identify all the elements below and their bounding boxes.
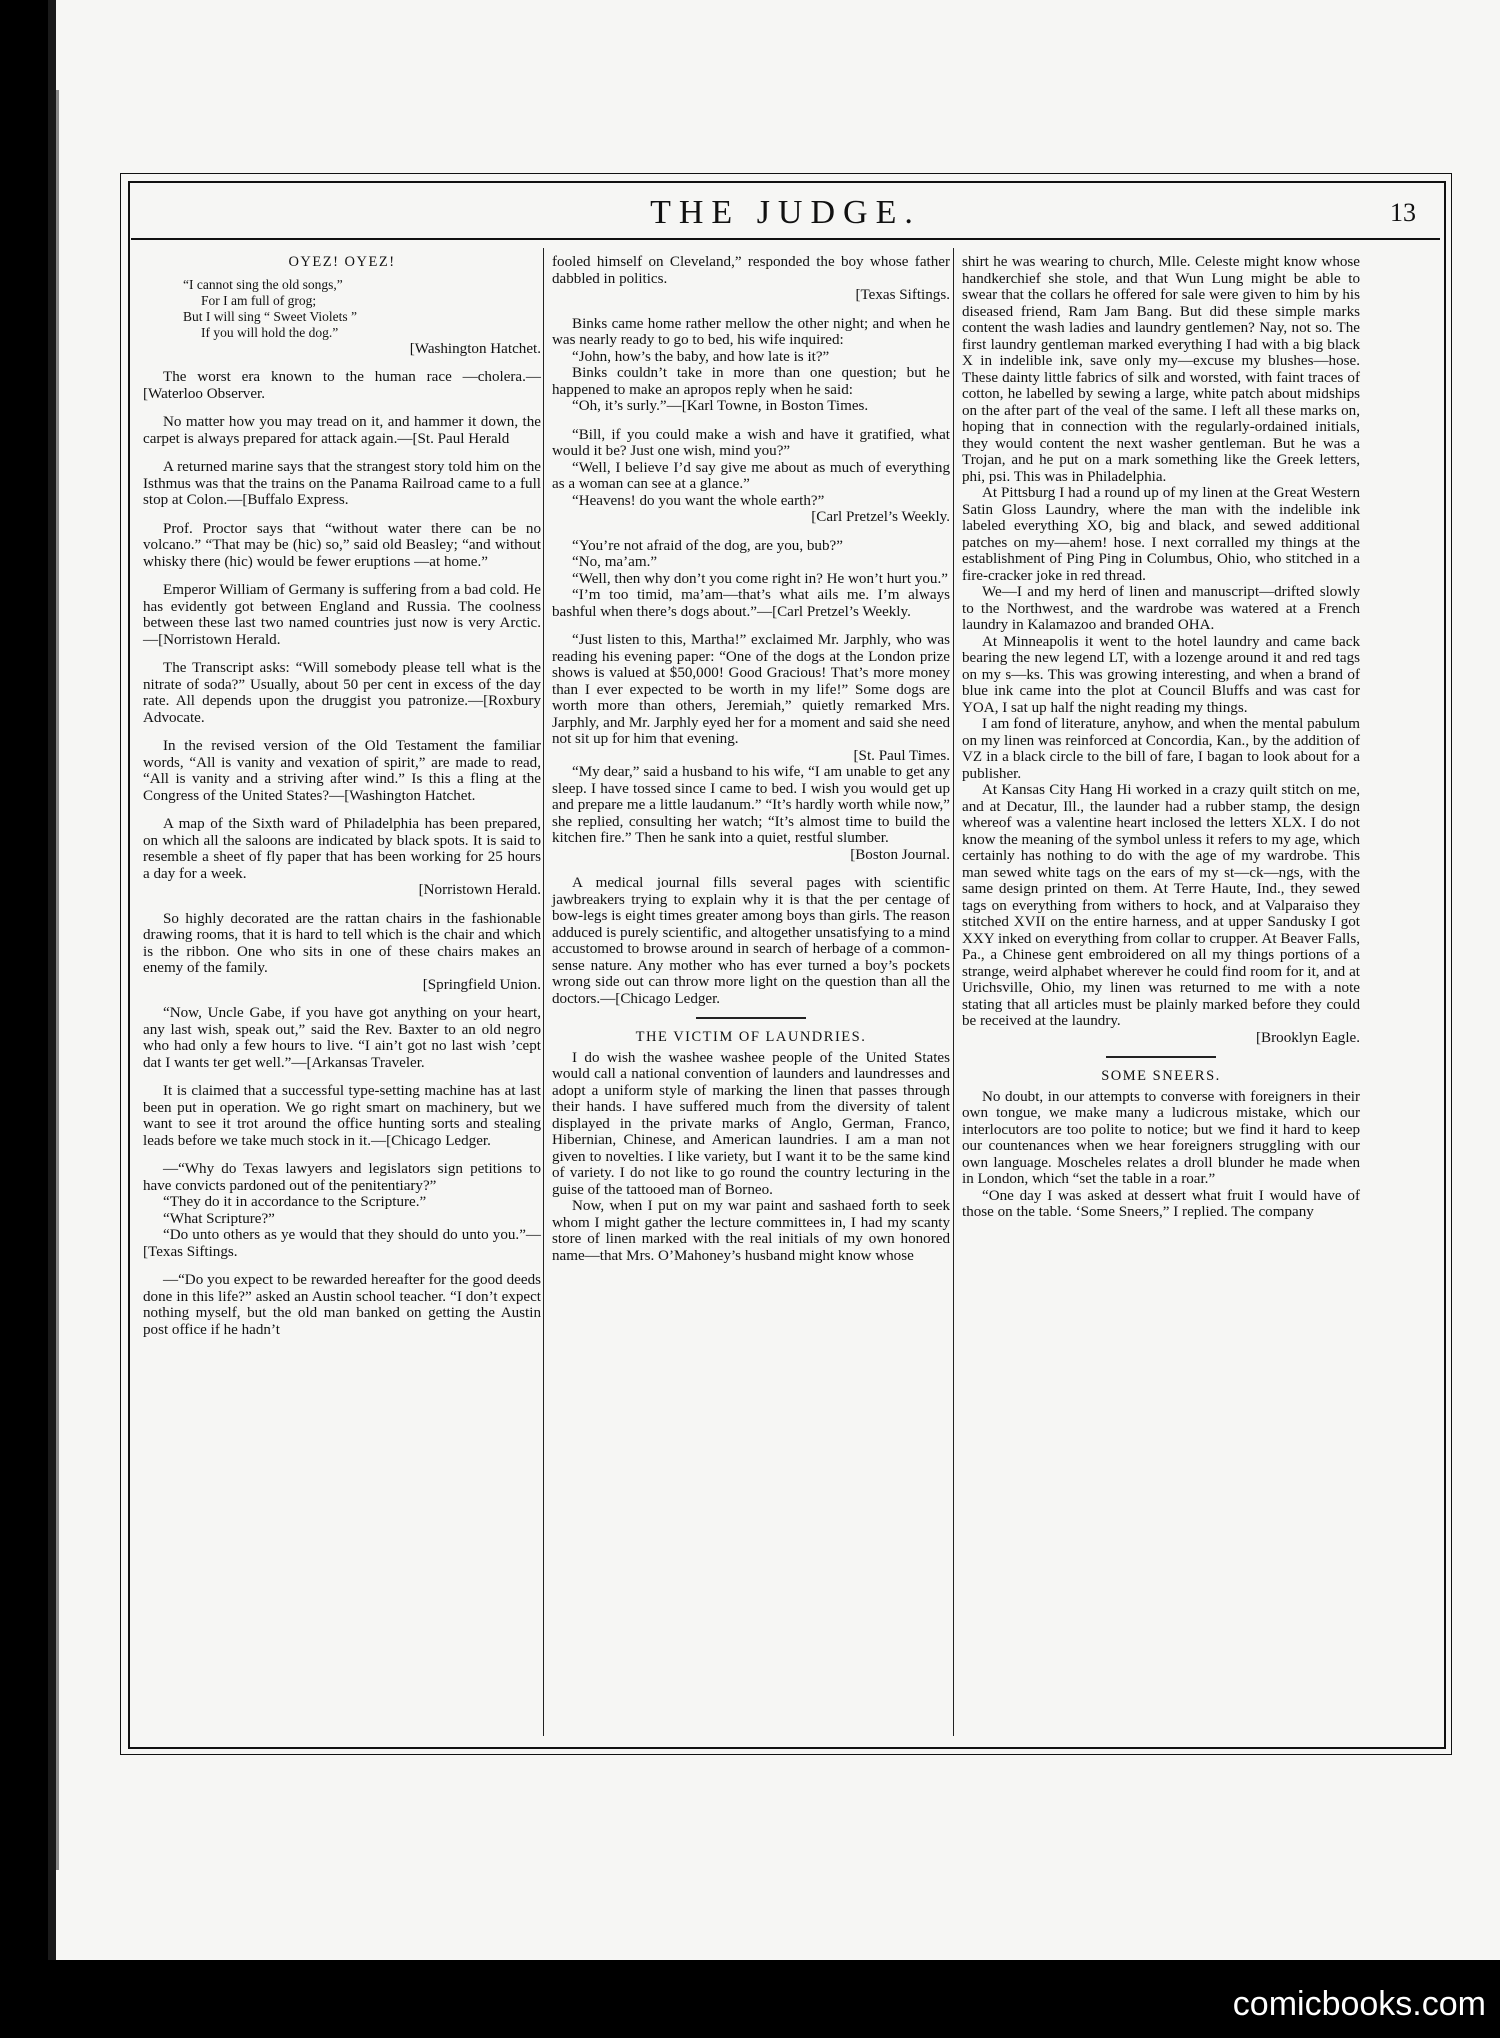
paragraph: Now, when I put on my war paint and sashaed forth to seek whom I might gather the lecture committees in, I had my scanty store of linen marked with the real initials of my own honored name—that Mrs. O’Mahoney’s husband might know whose [552,1198,950,1264]
paragraph: Binks came home rather mellow the other night; and when he was nearly ready to go to bed, his wife inquired: [552,315,950,348]
spacer [552,415,950,427]
page-number: 13 [1390,198,1416,227]
verse-line: If you will hold the dog.” [201,324,339,340]
paragraph: No matter how you may tread on it, and hammer it down, the carpet is always prepared for attack again.—[St. Paul Herald [143,414,541,447]
paragraph: “My dear,” said a husband to his wife, “I am unable to get any sleep. I have tossed since I came to bed. I wish you would get up and prepare me a little laudanum.” “It’s hardly worth while now,” she replied, consulting her watch; “It’s almost time to build the kitchen fire.” Then he sank into a quiet, restful slumber. [552,764,950,846]
spacer [143,804,541,816]
source-credit: [Washington Hatchet. [409,340,541,357]
article-column-3 [962,254,1360,1221]
verse-line: “I cannot sing the old songs,” [183,276,343,292]
spacer [143,993,541,1005]
section-divider [696,1017,806,1019]
paragraph: In the revised version of the Old Testament the familiar words, “All is vanity and vexation of spirit,” are made to read, “All is vanity and a striving after wind.” Is this a fling at the Congress of the United States?—[Washington Hatchet. [143,738,541,804]
spacer [552,304,950,316]
paragraph: It is claimed that a successful type-setting machine has at last been put in operation. We go right smart on machinery, but we want to see it trot around the office hunting sorts and stealing leads before we take much stock in it.—[Chicago Ledger. [143,1083,541,1149]
paragraph: “Oh, it’s surly.”—[Karl Towne, in Boston Times. [572,398,869,414]
source-credit: [Springfield Union. [422,976,541,993]
paragraph: “They do it in accordance to the Scripture.” [163,1194,427,1210]
spacer [143,648,541,660]
paragraph: A returned marine says that the strangest story told him on the Isthmus was that the trains on the Panama Railroad came to a full stop at Colon.—[Buffalo Express. [143,459,541,508]
paragraph: fooled himself on Cleveland,” responded the boy whose father dabbled in politics. [552,254,950,287]
column-rule [953,248,954,1736]
spacer [143,357,541,369]
source-credit: [Texas Siftings. [855,287,950,303]
spacer [143,899,541,911]
source-credit: [Boston Journal. [850,846,950,863]
paragraph: I do wish the washee washee people of the United States would call a national convention of launders and laundresses and adopt a uniform style of marking the linen that passes through their hands. I have suffered much from the diversity of talent displayed in the private marks of Anglo, German, Franco, Hibernian, Chinese, and American laundries. I am a man not given to novelties. I like variety, but I want it to be the same kind of variety. I do not like to go round the country lecturing in the guise of the tattooed man of Borneo. [552,1049,950,1198]
watermark-text: comicbooks.com [1232,1985,1486,2023]
paragraph: At Minneapolis it went to the hotel laundry and came back bearing the new legend LT, with a lozenge around it and red tags on my s—ks. This was growing interesting, and when a brand of blue ink came into the plot at Council Bluffs and was cast for YOA, I sat up half the night reading my things. [962,633,1360,716]
article-column-1 [143,254,541,1338]
binding-edge [56,90,59,1870]
paragraph: —“Why do Texas lawyers and legislators sign petitions to have convicts pardoned out of the penitentiary?” [143,1161,541,1194]
spacer [143,570,541,582]
source-credit: [Brooklyn Eagle. [1256,1029,1360,1046]
paragraph: “Well, I believe I’d say give me about as much of everything as a woman can see at a glance.” [552,459,950,492]
verse-line: But I will sing “ Sweet Violets ” [183,308,358,324]
paragraph: shirt he was wearing to church, Mlle. Celeste might know whose handkerchief she stole, and that Wun Lung might be able to swear that the collars he offered for sale were given to him by his diseased friend, Ram Jam Bang. But did these simple marks content the wash ladies and laundry gentlemen? Nay, not so. The first laundry gentleman marked everything I had with a big black X in indelible ink, save only my—excuse my blushes—hose. These dainty little fabrics of silk and worsted, with faint traces of cotton, he labelled by sewing a large, white patch about midships on the after part of the veal of the same. I left all these marks on, hoping that in connection with the regularly-ordained initials, they would content the next washer gentleman. But he was a Trojan, and he put on a mark something like the Greek letters, phi, psi. This was in Philadelphia. [962,254,1360,485]
paragraph: “John, how’s the baby, and how late is it?” [572,348,830,365]
paragraph: At Pittsburg I had a round up of my linen at the Great Western Satin Gloss Laundry, where the man with the indelible ink labeled everything XO, big and black, and sewed additional patches on my—ahem! hose. I next corralled my things at the establishment of Ping Ping in Columbus, Ohio, who stitched in a fire-cracker joke in red thread. [962,485,1360,584]
paragraph: “Well, then why don’t you come right in? He won’t hurt you.” [572,570,948,587]
paragraph: “No, ma’am.” [572,554,658,570]
source-credit: [Norristown Herald. [418,882,541,898]
section-divider [1106,1056,1216,1058]
spacer [143,402,541,414]
verse [183,277,541,341]
paragraph: “One day I was asked at dessert what fruit I would have of those on the table. ‘Some Sneers,” I replied. The company [962,1187,1360,1220]
spacer [143,1260,541,1272]
paragraph: “Just listen to this, Martha!” exclaimed Mr. Jarphly, who was reading his evening paper: “One of the dogs at the London prize shows is valued at $50,000! Good Gracious! That’s more money than I ever expected to be worth in my life!” Some dogs are worth more than others, Jeremiah,” quietly remarked Mrs. Jarphly, and Mr. Jarphly eyed her for a moment and said she need not sit up for him that evening. [552,632,950,747]
spacer [552,526,950,538]
column-rule [543,248,544,1736]
article-heading: OYEZ! OYEZ! [288,254,396,270]
paragraph: “You’re not afraid of the dog, are you, bub?” [572,537,843,554]
paragraph: Emperor William of Germany is suffering from a bad cold. He has evidently got between England and Russia. The coolness between these last two named countries just now is very Arctic.—[Norristown Herald. [143,582,541,648]
paragraph: We—I and my herd of linen and manuscript—drifted slowly to the Northwest, and the wardrobe was watered at a French laundry in Kalamazoo and branded OHA. [962,584,1360,633]
article-column-2 [552,254,950,1264]
paragraph: “Now, Uncle Gabe, if you have got anything on your heart, any last wish, speak out,” said the Rev. Baxter to an old negro who had only a few hours to live. “I ain’t got no last wish ’cept dat I wants ter get well.”—[Arkansas Traveler. [143,1005,541,1071]
paragraph: Prof. Proctor says that “without water there can be no volcano.” “That may be (hic) so,” said old Beasley; “and without whisky there (hic) would be fewer eruptions —at home.” [143,520,541,570]
paragraph: A map of the Sixth ward of Philadelphia has been prepared, on which all the saloons are indicated by black spots. It is said to resemble a sheet of fly paper that has been working for 25 hours a day for a week. [143,816,541,882]
paragraph: Binks couldn’t take in more than one question; but he happened to make an apropos reply when he said: [552,365,950,398]
masthead [131,186,1440,240]
binding-spine [48,0,56,1960]
spacer [143,1149,541,1161]
source-credit: [Carl Pretzel’s Weekly. [811,509,950,525]
paragraph: “Do unto others as ye would that they should do unto you.”—[Texas Siftings. [143,1227,541,1260]
source-credit: [St. Paul Times. [853,747,950,764]
masthead-title: THE JUDGE. [650,194,921,231]
paragraph: The worst era known to the human race —cholera.—[Waterloo Observer. [143,369,541,402]
verse-line: For I am full of grog; [201,292,317,308]
article-heading: THE VICTIM OF LAUNDRIES. [635,1029,867,1045]
paragraph: No doubt, in our attempts to converse with foreigners in their own tongue, we make many a ludicrous mistake, which our interlocutors are too polite to notice; but we find it hard to keep our countenances when we hear foreigners struggling with our own language. Moscheles relates a droll blunder he made when in London, which “set the table in a roar.” [962,1088,1360,1187]
paragraph: “Bill, if you could make a wish and have it gratified, what would it be? Just one wish, mind you?” [552,426,950,459]
paragraph: I am fond of literature, anyhow, and when the mental pabulum on my linen was reinforced at Concordia, Kan., by the addition of VZ in a black circle to the bill of fare, I bagan to look about for a publisher. [962,716,1360,782]
paragraph: —“Do you expect to be rewarded hereafter for the good deeds done in this life?” asked an Austin school teacher. “I don’t expect nothing myself, but the old man banked on getting the Austin post office if he hadn’t [143,1272,541,1338]
paragraph: “Heavens! do you want the whole earth?” [572,492,825,509]
spacer [143,1071,541,1083]
article-heading: SOME SNEERS. [1101,1068,1221,1084]
spacer [143,509,541,521]
paragraph: So highly decorated are the rattan chairs in the fashionable drawing rooms, that it is hard to tell which is the chair and which is the ribbon. One who sits in one of these chairs makes an enemy of the family. [143,910,541,976]
spacer [143,447,541,459]
spacer [552,620,950,632]
spacer [552,863,950,875]
spacer [143,726,541,738]
paragraph: “What Scripture?” [163,1210,275,1227]
paragraph: “I’m too timid, ma’am—that’s what ails me. I’m always bashful when there’s dogs about.”—[Carl Pretzel’s Weekly. [552,587,950,620]
paragraph: The Transcript asks: “Will somebody please tell what is the nitrate of soda?” Usually, about 50 per cent in excess of the day rate. All depends upon the druggist you patronize.—[Roxbury Advocate. [143,660,541,726]
paragraph: A medical journal fills several pages with scientific jawbreakers trying to explain why it is that the per centage of bow-legs is eight times greater among boys than girls. The reason adduced is purely scientific, and altogether unsatisfying to a mind accustomed to browse around in search of herbage of a common-sense nature. Any mother who has ever turned a boy’s pockets wrong side out can throw more light on the question than all the doctors.—[Chicago Ledger. [552,875,950,1007]
paragraph: At Kansas City Hang Hi worked in a crazy quilt stitch on me, and at Decatur, Ill., the launder had a rubber stamp, the design whereof was a valentine heart inclosed the letters XLX. I do not know the meaning of the symbol unless it refers to my age, which certainly has nothing to do with the age of my wardrobe. This man sewed white tags on the ears of my st—ck—ngs, with the same design printed on them. At Terre Haute, Ind., they sewed tags on everything from withers to hock, and at Valparaiso they stitched XVII on the entire harness, and at upper Sandusky I got XXY inked on everything from collar to crupper. At Beaver Falls, Pa., a Chinese gent embroidered on all my things portions of a strange, weird alphabet wherever he could find room for it, and at Urichsville, Ohio, my linen was returned to me with a note stating that all articles must be plainly marked before they could be received at the laundry. [962,782,1360,1029]
